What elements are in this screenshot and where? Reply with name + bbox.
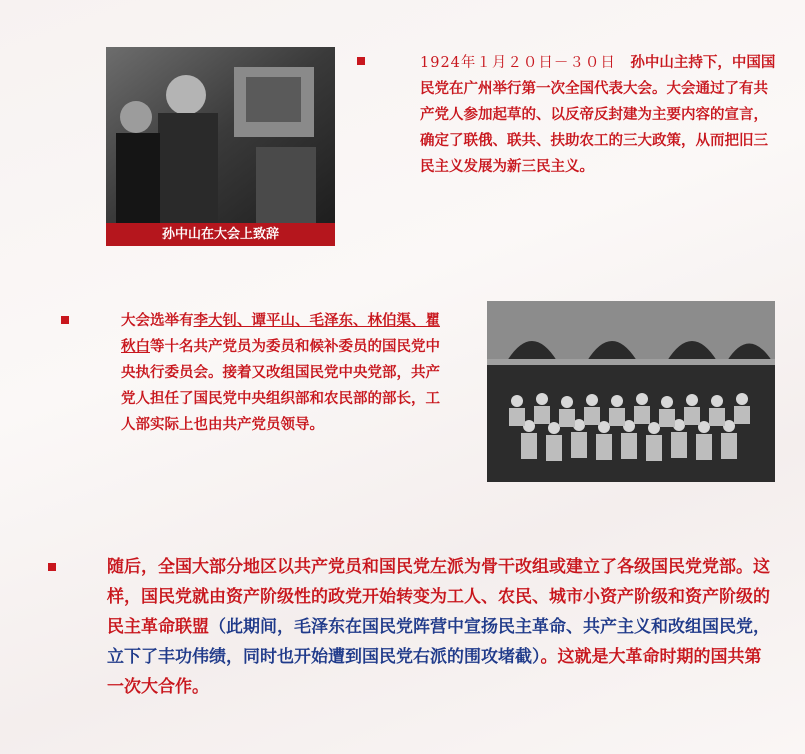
bullet-marker <box>61 316 69 324</box>
delegates-group-photo <box>487 301 775 482</box>
communist-members-names: 李大钊、谭平山、毛泽东、林伯渠、瞿秋白 <box>121 313 440 355</box>
paragraph-elected-committee <box>121 308 441 438</box>
paragraph-congress-1924 <box>420 50 780 180</box>
committee-description: 等十名共产党员为委员和候补委员的国民党中央执行委员会。接着又改组国民党中央党部，共产党人担任了国民党中央组织部和农民部的部长，工人部实际上也由共产党员领导。 <box>121 339 440 433</box>
photo-caption: 孙中山在大会上致辞 <box>106 223 335 246</box>
sun-yatsen-name: 孙中山 <box>630 55 674 71</box>
mao-zedong-note: （此期间，毛泽东在国民党阵营中宣扬民主革命、共产主义和改组国民党，立下了丰功伟绩，同时也开始遭到国民党右派的围攻堵截） <box>107 617 770 667</box>
paragraph-first-cooperation <box>107 552 777 702</box>
bullet-marker <box>357 57 365 65</box>
cooperation-conclusion: 。这就是大革命时期的国共第一次大合作。 <box>107 647 762 697</box>
committee-lead: 大会选举有 <box>121 313 194 329</box>
sun-yatsen-speech-photo <box>106 47 335 246</box>
cooperation-text: 随后，全国大部分地区以共产党员和国民党左派为骨干改组或建立了各级国民党党部。这样，国民党就由资产阶级性的政党开始转变为工人、农民、城市小资产阶级和资产阶级的民主革命联盟 <box>107 557 770 637</box>
bullet-marker <box>48 563 56 571</box>
congress-description: 主持下，中国国民党在广州举行第一次全国代表大会。大会通过了有共产党人参加起草的、以反帝反封建为主要内容的宣言，确定了联俄、联共、扶助农工的三大政策，从而把旧三民主义发展为新三民主义。 <box>420 55 776 175</box>
congress-date: 1924年１月２０日－３０日 <box>420 55 616 71</box>
